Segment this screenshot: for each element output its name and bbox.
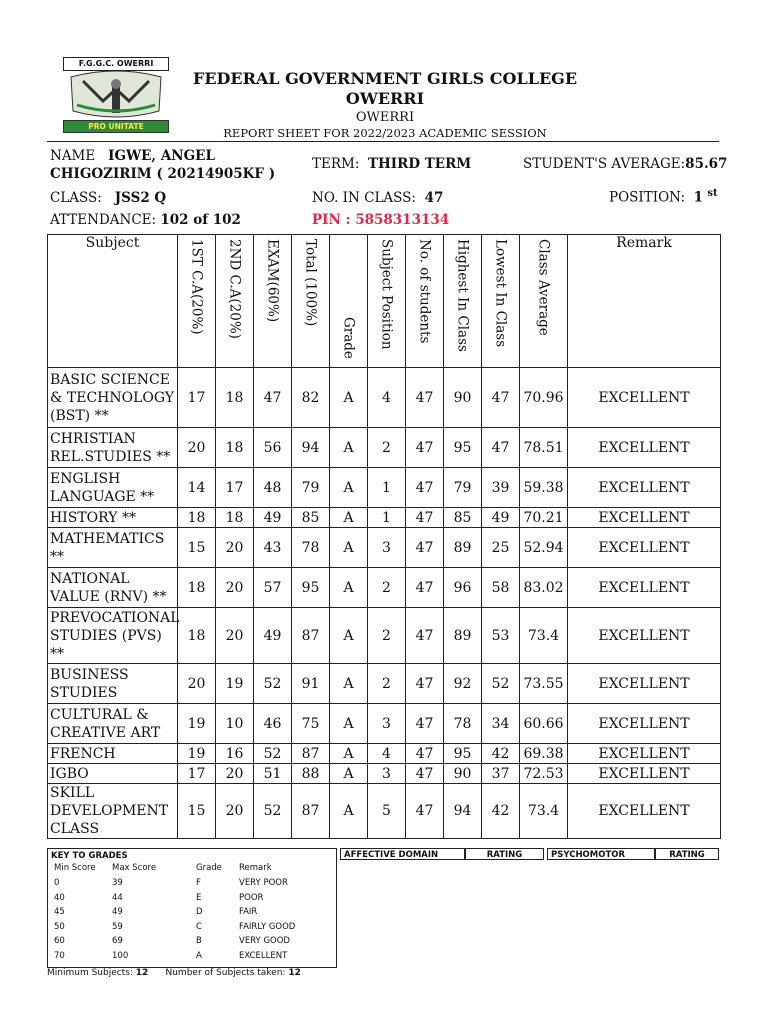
cell-ca2: 16 — [216, 744, 254, 764]
average-info — [523, 156, 727, 172]
no-in-class-info — [312, 190, 443, 206]
cell-subject-position: 3 — [368, 764, 406, 784]
header-ca1: 1ST C.A(20%) — [178, 235, 216, 368]
table-header-row — [48, 235, 721, 368]
cell-exam: 46 — [254, 704, 292, 744]
grade-key-row: 50 59 C FAIRLY GOOD — [54, 921, 296, 932]
cell-grade: A — [330, 468, 368, 508]
crest-icon — [63, 71, 169, 119]
logo-top-text: F.G.G.C. OWERRI — [63, 57, 169, 71]
table-row — [48, 428, 721, 468]
cell-ca2: 20 — [216, 764, 254, 784]
cell-ca1: 20 — [178, 664, 216, 704]
cell-subject-position: 5 — [368, 784, 406, 839]
average-label: STUDENT'S AVERAGE: — [523, 156, 686, 172]
psychomotor-rating-header: RATING — [655, 848, 719, 860]
cell-ca2: 18 — [216, 428, 254, 468]
cell-ca2: 20 — [216, 784, 254, 839]
header-ca2: 2ND C.A(20%) — [216, 235, 254, 368]
attendance-label: ATTENDANCE: — [50, 212, 157, 228]
cell-no-of-students: 47 — [406, 468, 444, 508]
cell-subject: MATHEMATICS ** — [48, 528, 178, 568]
table-row — [48, 508, 721, 528]
grade-key-title: KEY TO GRADES — [51, 851, 128, 861]
header-class-average: Class Average — [520, 235, 568, 368]
cell-subject: HISTORY ** — [48, 508, 178, 528]
cell-no-of-students: 47 — [406, 528, 444, 568]
class-label: CLASS: — [50, 190, 102, 206]
cell-lowest: 42 — [482, 784, 520, 839]
attendance-info — [50, 212, 241, 228]
school-logo — [63, 57, 169, 133]
cell-ca1: 15 — [178, 784, 216, 839]
cell-exam: 48 — [254, 468, 292, 508]
cell-class-average: 78.51 — [520, 428, 568, 468]
cell-no-of-students: 47 — [406, 568, 444, 608]
cell-remark: EXCELLENT — [568, 704, 721, 744]
cell-ca1: 19 — [178, 744, 216, 764]
cell-grade: A — [330, 784, 368, 839]
cell-grade: A — [330, 368, 368, 428]
term-info — [312, 156, 471, 172]
cell-subject-position: 1 — [368, 508, 406, 528]
cell-subject: BUSINESS STUDIES — [48, 664, 178, 704]
cell-no-of-students: 47 — [406, 784, 444, 839]
school-name-line1: FEDERAL GOVERNMENT GIRLS COLLEGE — [192, 69, 578, 88]
grade-key-row: 70 100 A EXCELLENT — [54, 950, 288, 961]
no-in-class-label: NO. IN CLASS: — [312, 190, 416, 206]
cell-remark: EXCELLENT — [568, 608, 721, 664]
subjects-taken-label: Number of Subjects taken: — [165, 968, 289, 978]
name-label: NAME — [50, 148, 96, 164]
cell-ca1: 18 — [178, 568, 216, 608]
pin-value: 5858313134 — [355, 212, 450, 228]
table-row — [48, 704, 721, 744]
cell-exam: 57 — [254, 568, 292, 608]
subjects-footer — [47, 968, 301, 978]
psychomotor-header: PSYCHOMOTOR — [547, 848, 655, 860]
position-label: POSITION: — [609, 189, 686, 206]
attendance-value: 102 of 102 — [160, 212, 241, 228]
cell-ca1: 18 — [178, 608, 216, 664]
cell-lowest: 53 — [482, 608, 520, 664]
cell-subject: ENGLISH LANGUAGE ** — [48, 468, 178, 508]
session-title: REPORT SHEET FOR 2022/2023 ACADEMIC SESSION — [223, 126, 547, 140]
cell-lowest: 25 — [482, 528, 520, 568]
table-row — [48, 608, 721, 664]
min-subjects-label: Minimum Subjects: — [47, 968, 136, 978]
cell-no-of-students: 47 — [406, 664, 444, 704]
cell-ca1: 15 — [178, 528, 216, 568]
affective-rating-header: RATING — [465, 848, 544, 860]
cell-remark: EXCELLENT — [568, 368, 721, 428]
cell-subject: BASIC SCIENCE & TECHNOLOGY (BST) ** — [48, 368, 178, 428]
cell-highest: 79 — [444, 468, 482, 508]
cell-ca2: 17 — [216, 468, 254, 508]
cell-total: 85 — [292, 508, 330, 528]
cell-class-average: 72.53 — [520, 764, 568, 784]
cell-subject-position: 2 — [368, 664, 406, 704]
cell-ca2: 18 — [216, 508, 254, 528]
cell-class-average: 52.94 — [520, 528, 568, 568]
cell-lowest: 47 — [482, 428, 520, 468]
table-row — [48, 368, 721, 428]
cell-subject: NATIONAL VALUE (RNV) ** — [48, 568, 178, 608]
cell-highest: 78 — [444, 704, 482, 744]
cell-exam: 49 — [254, 508, 292, 528]
cell-subject: FRENCH — [48, 744, 178, 764]
cell-highest: 89 — [444, 528, 482, 568]
cell-no-of-students: 47 — [406, 608, 444, 664]
student-name — [50, 148, 215, 164]
cell-remark: EXCELLENT — [568, 784, 721, 839]
cell-highest: 89 — [444, 608, 482, 664]
position-info — [609, 188, 718, 206]
cell-ca1: 18 — [178, 508, 216, 528]
table-row — [48, 784, 721, 839]
cell-grade: A — [330, 608, 368, 664]
affective-domain-header: AFFECTIVE DOMAIN — [340, 848, 465, 860]
cell-exam: 47 — [254, 368, 292, 428]
cell-class-average: 60.66 — [520, 704, 568, 744]
cell-total: 88 — [292, 764, 330, 784]
cell-highest: 95 — [444, 744, 482, 764]
cell-total: 94 — [292, 428, 330, 468]
cell-class-average: 73.4 — [520, 784, 568, 839]
cell-remark: EXCELLENT — [568, 528, 721, 568]
cell-subject: PREVOCATIONAL STUDIES (PVS) ** — [48, 608, 178, 664]
header-lowest: Lowest In Class — [482, 235, 520, 368]
cell-total: 87 — [292, 744, 330, 764]
cell-no-of-students: 47 — [406, 368, 444, 428]
grade-key-row: 0 39 F VERY POOR — [54, 878, 288, 888]
no-in-class-value: 47 — [424, 190, 444, 206]
school-city: OWERRI — [355, 110, 415, 125]
scores-table — [47, 234, 721, 839]
cell-class-average: 59.38 — [520, 468, 568, 508]
class-value: JSS2 Q — [114, 190, 167, 206]
cell-subject-position: 2 — [368, 568, 406, 608]
term-value: THIRD TERM — [368, 156, 472, 172]
cell-remark: EXCELLENT — [568, 468, 721, 508]
cell-lowest: 52 — [482, 664, 520, 704]
cell-total: 91 — [292, 664, 330, 704]
cell-highest: 90 — [444, 764, 482, 784]
cell-ca1: 19 — [178, 704, 216, 744]
cell-subject-position: 4 — [368, 368, 406, 428]
cell-subject: IGBO — [48, 764, 178, 784]
grade-key-row: 40 44 E POOR — [54, 892, 264, 903]
cell-lowest: 58 — [482, 568, 520, 608]
min-subjects-value: 12 — [135, 968, 149, 978]
cell-class-average: 70.21 — [520, 508, 568, 528]
cell-subject: CULTURAL & CREATIVE ART — [48, 704, 178, 744]
cell-exam: 49 — [254, 608, 292, 664]
cell-exam: 52 — [254, 784, 292, 839]
cell-subject-position: 4 — [368, 744, 406, 764]
cell-total: 87 — [292, 784, 330, 839]
cell-grade: A — [330, 664, 368, 704]
table-row — [48, 764, 721, 784]
cell-grade: A — [330, 508, 368, 528]
table-row — [48, 568, 721, 608]
cell-grade: A — [330, 528, 368, 568]
cell-remark: EXCELLENT — [568, 744, 721, 764]
subjects-taken-value: 12 — [288, 968, 301, 978]
cell-highest: 85 — [444, 508, 482, 528]
cell-total: 78 — [292, 528, 330, 568]
cell-remark: EXCELLENT — [568, 428, 721, 468]
header-no-of-students: No. of students — [406, 235, 444, 368]
cell-remark: EXCELLENT — [568, 664, 721, 704]
table-row — [48, 528, 721, 568]
name-value-line2: CHIGOZIRIM ( 20214905KF ) — [50, 166, 276, 182]
student-name-line2 — [50, 166, 275, 182]
cell-ca2: 10 — [216, 704, 254, 744]
average-value: 85.67 — [685, 156, 728, 172]
cell-total: 79 — [292, 468, 330, 508]
cell-highest: 94 — [444, 784, 482, 839]
cell-ca2: 19 — [216, 664, 254, 704]
cell-class-average: 73.55 — [520, 664, 568, 704]
position-value: 1 — [693, 189, 704, 206]
cell-no-of-students: 47 — [406, 508, 444, 528]
cell-subject-position: 3 — [368, 528, 406, 568]
cell-total: 95 — [292, 568, 330, 608]
cell-grade: A — [330, 428, 368, 468]
table-row — [48, 744, 721, 764]
header-subject-position: Subject Position — [368, 235, 406, 368]
school-name-line2: OWERRI — [345, 89, 425, 108]
cell-grade: A — [330, 568, 368, 608]
cell-grade: A — [330, 764, 368, 784]
header-grade: Grade — [330, 235, 368, 368]
table-row — [48, 664, 721, 704]
position-suffix: st — [707, 188, 718, 199]
cell-subject-position: 2 — [368, 428, 406, 468]
cell-subject-position: 1 — [368, 468, 406, 508]
cell-total: 82 — [292, 368, 330, 428]
cell-exam: 51 — [254, 764, 292, 784]
cell-subject: CHRISTIAN REL.STUDIES ** — [48, 428, 178, 468]
cell-remark: EXCELLENT — [568, 568, 721, 608]
cell-ca2: 20 — [216, 528, 254, 568]
name-value-line1: IGWE, ANGEL — [108, 148, 215, 164]
school-name — [180, 69, 590, 109]
cell-no-of-students: 47 — [406, 704, 444, 744]
cell-ca2: 18 — [216, 368, 254, 428]
logo-motto: PRO UNITATE — [63, 120, 169, 133]
cell-subject-position: 2 — [368, 608, 406, 664]
class-info — [50, 190, 166, 206]
grade-key-row: 60 69 B VERY GOOD — [54, 936, 290, 946]
header-divider — [47, 141, 719, 142]
table-row — [48, 468, 721, 508]
cell-lowest: 37 — [482, 764, 520, 784]
header-exam: EXAM(60%) — [254, 235, 292, 368]
cell-no-of-students: 47 — [406, 764, 444, 784]
term-label: TERM: — [312, 156, 360, 172]
grade-key — [47, 848, 337, 968]
cell-class-average: 83.02 — [520, 568, 568, 608]
cell-highest: 92 — [444, 664, 482, 704]
cell-lowest: 39 — [482, 468, 520, 508]
cell-subject: SKILL DEVELOPMENT CLASS — [48, 784, 178, 839]
pin-label: PIN : — [312, 212, 356, 228]
cell-no-of-students: 47 — [406, 744, 444, 764]
cell-remark: EXCELLENT — [568, 764, 721, 784]
cell-ca1: 14 — [178, 468, 216, 508]
cell-exam: 56 — [254, 428, 292, 468]
grade-key-row: 45 49 D FAIR — [54, 907, 258, 917]
cell-class-average: 70.96 — [520, 368, 568, 428]
header-remark: Remark — [568, 235, 721, 368]
header-subject: Subject — [48, 235, 178, 368]
cell-grade: A — [330, 704, 368, 744]
cell-lowest: 42 — [482, 744, 520, 764]
cell-highest: 95 — [444, 428, 482, 468]
cell-lowest: 34 — [482, 704, 520, 744]
cell-lowest: 47 — [482, 368, 520, 428]
cell-total: 87 — [292, 608, 330, 664]
cell-total: 75 — [292, 704, 330, 744]
cell-ca2: 20 — [216, 608, 254, 664]
cell-ca1: 17 — [178, 764, 216, 784]
cell-exam: 52 — [254, 744, 292, 764]
cell-highest: 90 — [444, 368, 482, 428]
header-total: Total (100%) — [292, 235, 330, 368]
grade-key-header: Min Score Max Score Grade Remark — [54, 863, 272, 873]
cell-lowest: 49 — [482, 508, 520, 528]
cell-grade: A — [330, 744, 368, 764]
cell-no-of-students: 47 — [406, 428, 444, 468]
cell-ca1: 17 — [178, 368, 216, 428]
cell-subject-position: 3 — [368, 704, 406, 744]
cell-highest: 96 — [444, 568, 482, 608]
cell-ca1: 20 — [178, 428, 216, 468]
header-highest: Highest In Class — [444, 235, 482, 368]
cell-ca2: 20 — [216, 568, 254, 608]
cell-exam: 43 — [254, 528, 292, 568]
cell-exam: 52 — [254, 664, 292, 704]
cell-class-average: 69.38 — [520, 744, 568, 764]
cell-remark: EXCELLENT — [568, 508, 721, 528]
cell-class-average: 73.4 — [520, 608, 568, 664]
pin-info — [312, 212, 449, 228]
